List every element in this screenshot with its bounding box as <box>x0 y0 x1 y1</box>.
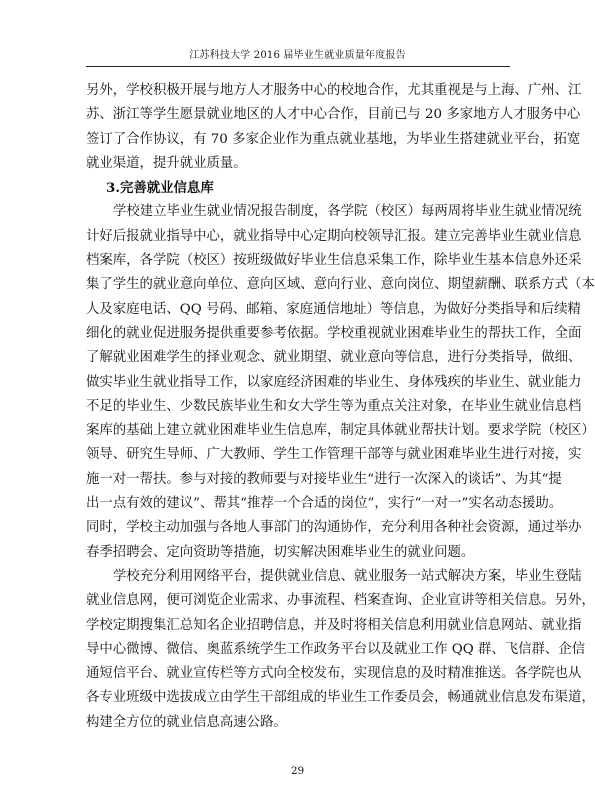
body-line: 细化的就业促进服务提供重要参考依据。学校重视就业困难毕业生的帮扶工作，全面 <box>86 325 582 341</box>
body-line: 做实毕业生就业指导工作，以家庭经济困难的毕业生、身体残疾的毕业生、就业能力 <box>86 374 582 390</box>
body-line: 另外，学校积极开展与地方人才服务中心的校地合作，尤其重视是与上海、广州、江 <box>86 83 582 98</box>
body-line: 案库的基础上建立就业困难毕业生信息库，制定具体就业帮扶计划。要求学院（校区） <box>86 423 595 439</box>
body-line: 通短信平台、就业宣传栏等方式向全校发布，实现信息的及时精准推送。各学院也从 <box>86 666 582 682</box>
body-line: 就业渠道，提升就业质量。 <box>86 155 247 171</box>
body-line: 学校定期搜集汇总知名企业招聘信息，并及时将相关信息利用就业信息网站、就业指 <box>86 617 582 633</box>
body-line: 施一对一帮扶。参与对接的教师要与对接毕业生“进行一次深入的谈话”、为其“提 <box>86 471 562 487</box>
body-line: 学校建立毕业生就业情况报告制度，各学院（校区）每两周将毕业生就业情况统 <box>113 204 582 220</box>
body-line: 人及家庭电话、QQ 号码、邮箱、家庭通信地址）等信息，为做好分类指导和后续精 <box>86 301 581 317</box>
body-line: 春季招聘会、定向资助等措施，切实解决困难毕业生的就业问题。 <box>86 544 475 560</box>
body-line: 就业信息网，便可浏览企业需求、办事流程、档案查询、企业宣讲等相关信息。另外， <box>86 593 595 609</box>
body-line: 档案库，各学院（校区）按班级做好毕业生信息采集工作，除毕业生基本信息外还采 <box>86 253 582 269</box>
body-line: 出一点有效的建议”、帮其“推荐一个合适的岗位”，实行“一对一”实名动态援助。 <box>86 496 563 512</box>
header-rule <box>86 66 510 67</box>
body-line: 各专业班级中选拔成立由学生干部组成的毕业生工作委员会，畅通就业信息发布渠道， <box>86 690 595 706</box>
body-line: 集了学生的就业意向单位、意向区域、意向行业、意向岗位、期望薪酬、联系方式（本 <box>86 277 595 293</box>
body-line: 了解就业困难学生的择业观念、就业期望、就业意向等信息，进行分类指导，做细、 <box>86 350 582 366</box>
section-heading: 3.完善就业信息库 <box>106 180 214 197</box>
body-line: 计好后报就业指导中心，就业指导中心定期向校领导汇报。建立完善毕业生就业信息 <box>86 228 582 244</box>
body-text <box>86 79 595 735</box>
body-line: 同时，学校主动加强与各地人事部门的沟通协作，充分利用各种社会资源，通过举办 <box>86 520 582 536</box>
body-line: 构建全方位的就业信息高速公路。 <box>86 714 287 730</box>
body-line: 领导、研究生导师、广大教师、学生工作管理干部等与就业困难毕业生进行对接，实 <box>86 447 582 463</box>
body-line: 不足的毕业生、少数民族毕业生和女大学生等为重点关注对象，在毕业生就业信息档 <box>86 398 582 414</box>
body-line: 苏、浙江等学生愿景就业地区的人才中心合作，目前已与 20 多家地方人才服务中心 <box>86 107 581 123</box>
body-line: 导中心微博、微信、奥蓝系统学生工作政务平台以及就业工作 QQ 群、飞信群、企信 <box>86 641 586 657</box>
running-header: 江苏科技大学 2016 届毕业生就业质量年度报告 <box>189 50 406 61</box>
body-line: 学校充分利用网络平台，提供就业信息、就业服务一站式解决方案，毕业生登陆 <box>113 568 582 584</box>
page-number: 29 <box>290 765 305 777</box>
body-line: 签订了合作协议，有 70 多家企业作为重点就业基地，为毕业生搭建就业平台，拓宽 <box>86 131 581 147</box>
